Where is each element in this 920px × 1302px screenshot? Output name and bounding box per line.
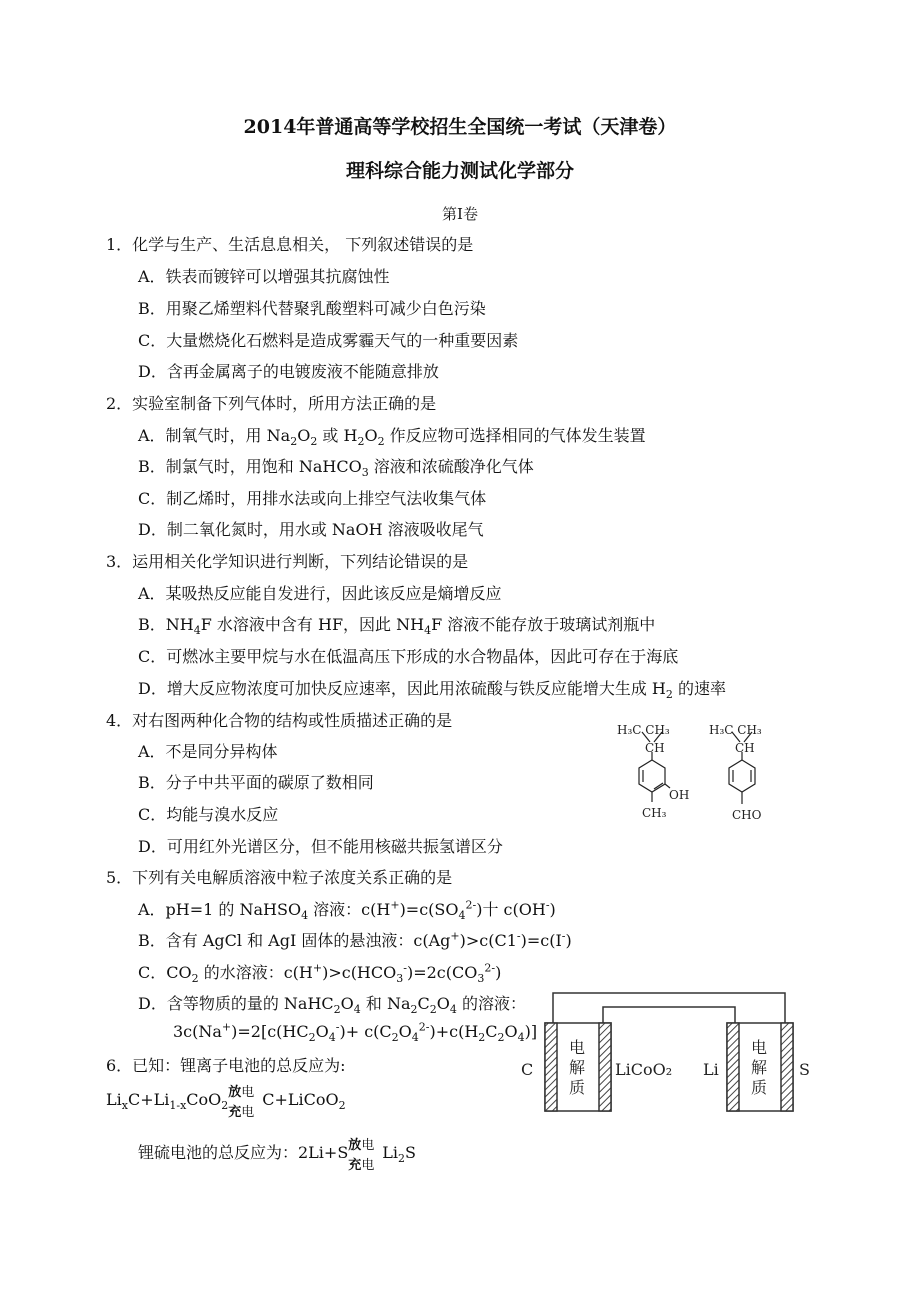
m1-oh-label: OH xyxy=(669,788,690,802)
q2-option-b: B．制氯气时，用饱和 NaHCO$_3$ 溶液和浓硫酸净化气体 xyxy=(138,457,534,480)
battery-diagram xyxy=(515,985,820,1120)
right-electrolyte-2: 解 xyxy=(751,1058,768,1077)
q6-stem: 6．已知：锂离子电池的总反应为: xyxy=(106,1056,346,1075)
exam-title: 2014年普通高等学校招生全国统一考试（天津卷） xyxy=(243,116,677,138)
right-cell-electrode-li xyxy=(727,1023,739,1111)
q5-option-d-equation: $3c(Na^+)=2[c(HC_2O_4^-)+ c(C_2O_4^{2-})+c(H_2C_2O_4)]$ xyxy=(173,1020,538,1045)
q3-option-c: C．可燃冰主要甲烷与水在低温高压下形成的水合物晶体，因此可存在于海底 xyxy=(138,647,679,666)
right-cell-electrode-s xyxy=(781,1023,793,1111)
left-cell-electrode-licoo2 xyxy=(599,1023,611,1111)
q5-stem: 5．下列有关电解质溶液中粒子浓度关系正确的是 xyxy=(106,868,453,887)
q3-option-d: D．增大反应物浓度可加快反应速率，因此用浓硫酸与铁反应能增大生成 $H_2$ 的速率 xyxy=(138,679,726,702)
left-electrolyte-2: 解 xyxy=(569,1058,586,1077)
q5-option-d: D．含等物质的量的 $NaHC_2O_4$ 和 $Na_2C_2O_4$ 的溶液： xyxy=(138,994,526,1017)
reversible-arrow: 放电 充电 xyxy=(348,1137,375,1173)
q5-option-a: A．pH=1 的 NaHSO$_4$ 溶液：$c(H^+)=c(SO_4^{2-})$十 c(OH-) xyxy=(138,898,556,923)
right-electrolyte-3: 质 xyxy=(751,1078,768,1097)
label-li: Li xyxy=(703,1060,719,1079)
label-licoo2: LiCoO₂ xyxy=(615,1060,673,1079)
m2-ch-label: CH xyxy=(735,741,755,755)
q4-option-d: D．可用红外光谱区分，但不能用核磁共振氢谱区分 xyxy=(138,837,503,856)
left-electrolyte-3: 质 xyxy=(569,1078,586,1097)
q3-stem: 3．运用相关化学知识进行判断，下列结论错误的是 xyxy=(106,552,469,571)
q5-option-c: C．$CO_2$ 的水溶液：$c(H^+)>c(HCO_3^-)=2c(CO_3^{2-})$ xyxy=(138,961,502,986)
right-electrolyte-1: 电 xyxy=(751,1038,768,1057)
q2-option-a: A．制氧气时，用 $Na_2O_2$ 或 $H_2O_2$ 作反应物可选择相同的气体发生装置 xyxy=(138,426,646,449)
m1-ch-label: CH xyxy=(645,741,665,755)
m1-top-label: H₃C CH₃ xyxy=(617,723,670,737)
q1-option-d: D．含再金属离子的电镀废液不能随意排放 xyxy=(138,362,439,381)
q5-option-b: B．含有 AgCl 和 AgI 固体的悬浊液：c(Ag+)>c(C1-)=c(I-) xyxy=(138,929,572,950)
q1-option-a: A．铁表而镀锌可以增强其抗腐蚀性 xyxy=(138,267,390,286)
q4-option-a: A．不是同分异构体 xyxy=(138,742,278,761)
q3-option-b: B．$NH_4F$ 水溶液中含有 HF，因此 $NH_4F$ 溶液不能存放于玻璃试剂瓶中 xyxy=(138,615,656,638)
label-c: C xyxy=(521,1060,534,1079)
section-label: 第I卷 xyxy=(442,205,478,223)
q3-option-a: A．某吸热反应能自发进行，因此该反应是熵增反应 xyxy=(138,584,502,603)
q4-stem: 4．对右图两种化合物的结构或性质描述正确的是 xyxy=(106,711,453,730)
m2-cho-label: CHO xyxy=(732,808,762,822)
q6-reaction-1: $Li_xC+Li_{1-x}CoO_2$ 放电 充电 C+LiCoO$_2$ xyxy=(106,1084,346,1120)
q2-option-d: D．制二氧化氮时，用水或 NaOH 溶液吸收尾气 xyxy=(138,520,484,539)
q4-option-c: C．均能与溴水反应 xyxy=(138,805,279,824)
label-s: S xyxy=(799,1060,810,1079)
m1-ch3-label: CH₃ xyxy=(642,806,667,820)
m2-top-label: H₃C CH₃ xyxy=(709,723,762,737)
q4-option-b: B．分子中共平面的碳原了数相同 xyxy=(138,773,374,792)
q2-stem: 2．实验室制备下列气体时，所用方法正确的是 xyxy=(106,394,437,413)
q1-stem: 1．化学与生产、生活息息相关， 下列叙述错误的是 xyxy=(106,235,474,254)
exam-subtitle: 理科综合能力测试化学部分 xyxy=(345,160,574,182)
q1-option-c: C．大量燃烧化石燃料是造成雾霾天气的一种重要因素 xyxy=(138,331,519,350)
left-cell-electrode-c xyxy=(545,1023,557,1111)
q1-option-b: B．用聚乙烯塑料代替聚乳酸塑料可减少白色污染 xyxy=(138,299,486,318)
q4-structures-figure xyxy=(612,722,792,832)
q6-reaction-2: 锂硫电池的总反应为：2Li+S 放电 充电 $Li_2S$ xyxy=(138,1137,417,1173)
q2-option-c: C．制乙烯时，用排水法或向上排空气法收集气体 xyxy=(138,489,487,508)
reversible-arrow: 放电 充电 xyxy=(228,1084,255,1120)
left-electrolyte-1: 电 xyxy=(569,1038,586,1057)
